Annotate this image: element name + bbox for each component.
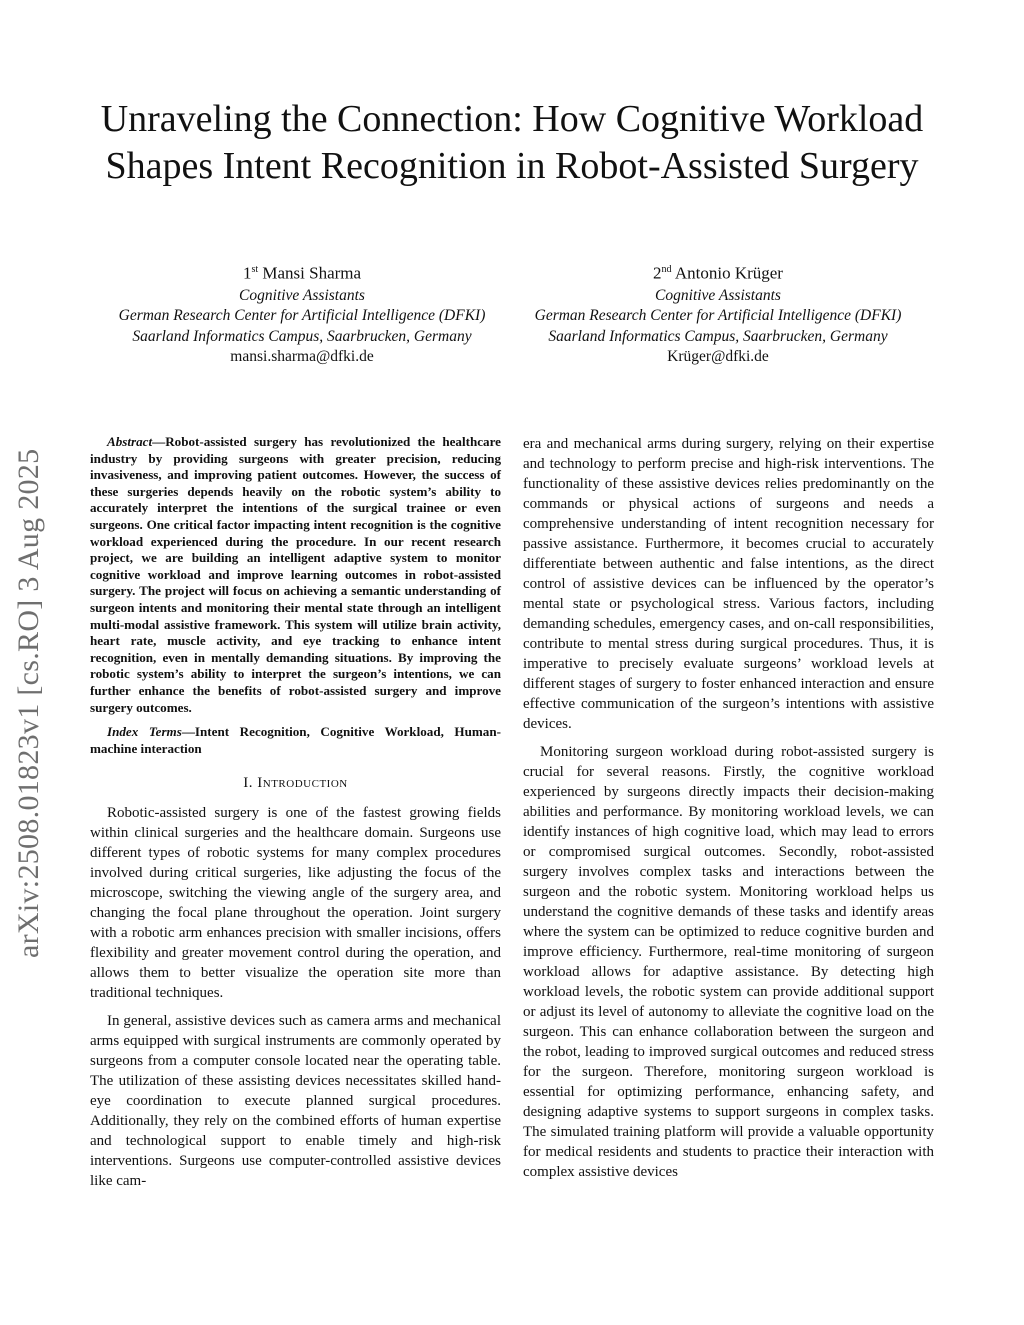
paragraph: Monitoring surgeon workload during robot-assisted surgery is crucial for several reasons. Firstly, the cognitive workload experienced by surgeons directly impacts their decision-making abilities and performance. By monitoring workload levels, we can identify instances of high cognitive load, which may lead to errors or compromised surgical outcomes. Secondly, robot-assisted surgery involves complex tasks and interactions between the surgeon and the robotic system. Monitoring workload helps us understand the cognitive demands of these tasks and identify areas where the system can be optimized to reduce cognitive burden and improve efficiency. Furthermore, real-time monitoring of surgeon workload allows for adaptive assistance. By detecting high workload levels, the robotic system can provide additional support or adjust its level of autonomy to alleviate the cognitive load on the surgeon. This can enhance collaboration between the surgeon and the robot, leading to improved surgical outcomes and reduced stress for the surgeon. Therefore, monitoring surgeon workload is essential for optimizing performance, enhancing safety, and designing adaptive systems to support surgeons in complex tasks. The simulated training platform will provide a valuable opportunity for medical residents and students to practice their interaction with complex assistive devices bbox=[523, 744, 934, 1180]
author-name: 1st Mansi Sharma bbox=[242, 263, 362, 283]
author-block-1 bbox=[92, 258, 512, 368]
index-terms bbox=[90, 724, 501, 757]
author-dept: Cognitive Assistants bbox=[655, 286, 781, 304]
author-email[interactable]: Krüger@dfki.de bbox=[667, 348, 769, 366]
arxiv-stamp: arXiv:2508.01823v1 [cs.RO] 3 Aug 2025 bbox=[12, 448, 45, 958]
abstract-label: Abstract bbox=[107, 434, 153, 449]
section-heading: I. Introduction bbox=[243, 775, 348, 792]
author-email[interactable]: mansi.sharma@dfki.de bbox=[230, 348, 374, 366]
paper-title: Unraveling the Connection: How Cognitive Workload Shapes Intent Recognition in Robot-Assisted Surgery bbox=[100, 98, 924, 187]
author-org: German Research Center for Artificial Intelligence (DFKI) bbox=[118, 307, 486, 325]
abstract-text: —Robot-assisted surgery has revolutionized the healthcare industry by providing surgeons with greater precision, reducing invasiveness, and improving patient outcomes. However, the success of these surgeries depends heavily on the robotic system’s ability to accurately interpret the intentions of the surgical trainee or even surgeons. One critical factor impacting intent recognition is the cognitive workload experienced during the procedure. In our recent research project, we are building an intelligent adaptive system to monitor cognitive workload and improve learning outcomes in robot-assisted surgery. The project will focus on achieving a semantic understanding of surgeon intents and monitoring their mental state through an intelligent multi-modal assistive framework. This system will utilize brain activity, heart rate, muscle activity, and eye tracking to enhance intent recognition, even in mentally demanding situations. By improving the robotic system’s ability to interpret the surgeon’s intentions, we can further enhance the benefits of robot-assisted surgery and improve surgery outcomes. bbox=[90, 434, 501, 715]
author-address: Saarland Informatics Campus, Saarbrucken, Germany bbox=[132, 327, 472, 345]
paragraph: era and mechanical arms during surgery, relying on their expertise and technology to perform precise and high-risk interventions. The functionality of these assistive devices relies predominantly on the commands or physical actions of surgeons and needs a comprehensive understanding of intent recognition necessary for passive assistance. Furthermore, it becomes crucial to accurately differentiate between authentic and false intentions, as the direct control of assistive devices can be influenced by the operator’s mental state or psychological stress. Various factors, including demanding schedules, emergency cases, and on-call responsibilities, contribute to mental stress during surgical procedures. Thus, it is imperative to precisely evaluate surgeons’ workload levels at different stages of surgery to foster enhanced interaction and ensure effective communication of the surgeon’s intentions with assistive devices. bbox=[523, 436, 934, 732]
left-column bbox=[90, 434, 501, 1191]
right-column bbox=[523, 434, 934, 1182]
abstract bbox=[90, 434, 501, 716]
paragraph: In general, assistive devices such as camera arms and mechanical arms equipped with surgical instruments are commonly operated by surgeons from a computer console located near the operating table. The utilization of these assisting devices necessitates skilled hand-eye coordination to execute planned surgical procedures. Additionally, they rely on the combined efforts of human expertise and technological support to enable timely and high-risk interventions. Surgeons use computer-controlled assistive devices like cam- bbox=[90, 1013, 501, 1190]
author-block-2 bbox=[508, 258, 928, 368]
author-address: Saarland Informatics Campus, Saarbrucken, Germany bbox=[548, 327, 888, 345]
index-terms-label: Index Terms bbox=[107, 724, 182, 740]
author-org: German Research Center for Artificial Intelligence (DFKI) bbox=[534, 307, 902, 325]
index-terms-text: —Intent Recognition, Cognitive Workload, Human-machine interaction bbox=[90, 724, 501, 756]
paragraph: Robotic-assisted surgery is one of the fastest growing fields within clinical surgeries and the healthcare domain. Surgeons use different types of robotic systems for many complex procedures involved during critical surgeries, like adjusting the focus of the microscope, switching the viewing angle of the surgery area, and changing the focal plane throughout the operation. Joint surgery with a robotic arm enhances precision with smaller incisions, offers flexibility and greater movement control during the operation, and allows them to better visualize the operation site more than traditional techniques. bbox=[90, 805, 501, 1002]
author-name: 2nd Antonio Krüger bbox=[653, 263, 783, 283]
author-dept: Cognitive Assistants bbox=[239, 286, 365, 304]
